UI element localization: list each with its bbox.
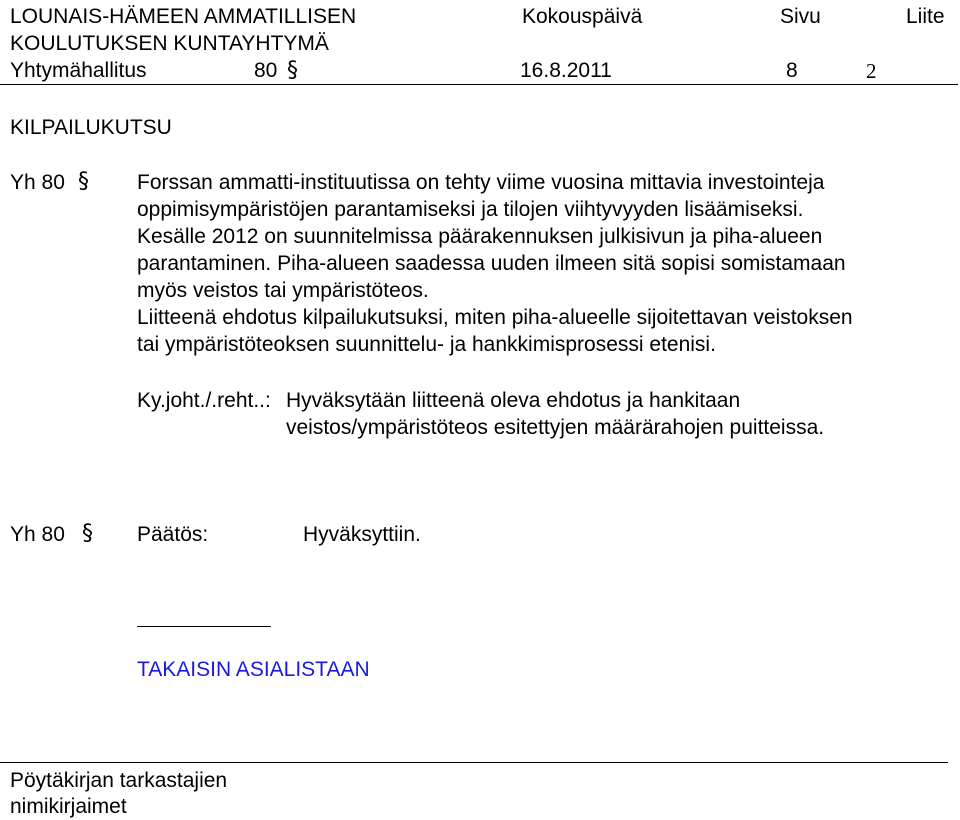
proposal-label: Ky.joht./.reht..: — [137, 389, 271, 412]
section-mark-icon: § — [78, 169, 89, 194]
footer-divider — [0, 762, 948, 763]
decision-label: Päätös: — [137, 523, 209, 546]
meeting-date-label: Kokouspäivä — [522, 5, 643, 28]
page-title: KILPAILUKUTSU — [10, 116, 172, 139]
back-to-agenda-link[interactable]: TAKAISIN ASIALISTAAN — [137, 658, 370, 681]
decision-text: Hyväksyttiin. — [303, 523, 421, 546]
body-line: Liitteenä ehdotus kilpailukutsuksi, miten piha-alueelle sijoitettavan veistoksen — [137, 306, 853, 329]
page-label: Sivu — [780, 5, 821, 28]
footer-label-line1: Pöytäkirjan tarkastajien — [10, 769, 228, 792]
section-mark-icon: § — [287, 58, 298, 83]
page-number: 8 — [786, 59, 798, 82]
proposal-line: veistos/ympäristöteos esitettyjen määrärahojen puitteissa. — [286, 416, 825, 439]
footer-label-line2: nimikirjaimet — [10, 795, 127, 818]
body-name: Yhtymähallitus — [10, 59, 147, 82]
body-line: parantaminen. Piha-alueen saadessa uuden ilmeen sitä sopisi somistamaan — [137, 252, 846, 275]
header-divider — [0, 84, 958, 85]
body-line: oppimisympäristöjen parantamiseksi ja tilojen viihtyvyyden lisäämiseksi. — [137, 198, 804, 221]
section-mark-icon: § — [82, 521, 93, 546]
org-name-line2: KOULUTUKSEN KUNTAYHTYMÄ — [10, 32, 329, 55]
section-ref: Yh 80 — [10, 171, 65, 194]
body-line: Kesälle 2012 on suunnitelmissa päärakennuksen julkisivun ja piha-alueen — [137, 225, 823, 248]
decision-ref: Yh 80 — [10, 523, 65, 546]
meeting-date: 16.8.2011 — [520, 59, 612, 82]
org-name-line1: LOUNAIS-HÄMEEN AMMATILLISEN — [10, 5, 357, 28]
body-line: Forssan ammatti-instituutissa on tehty viime vuosina mittavia investointeja — [137, 171, 825, 194]
header-section-number: 80 — [254, 59, 278, 82]
proposal-line: Hyväksytään liitteenä oleva ehdotus ja hankitaan — [286, 389, 741, 412]
attachment-number: 2 — [866, 59, 877, 83]
body-line: tai ympäristöteoksen suunnittelu- ja hankkimisprosessi etenisi. — [137, 333, 716, 356]
attachment-label: Liite — [906, 5, 945, 28]
body-line: myös veistos tai ympäristöteos. — [137, 279, 429, 302]
signature-line — [137, 626, 271, 627]
